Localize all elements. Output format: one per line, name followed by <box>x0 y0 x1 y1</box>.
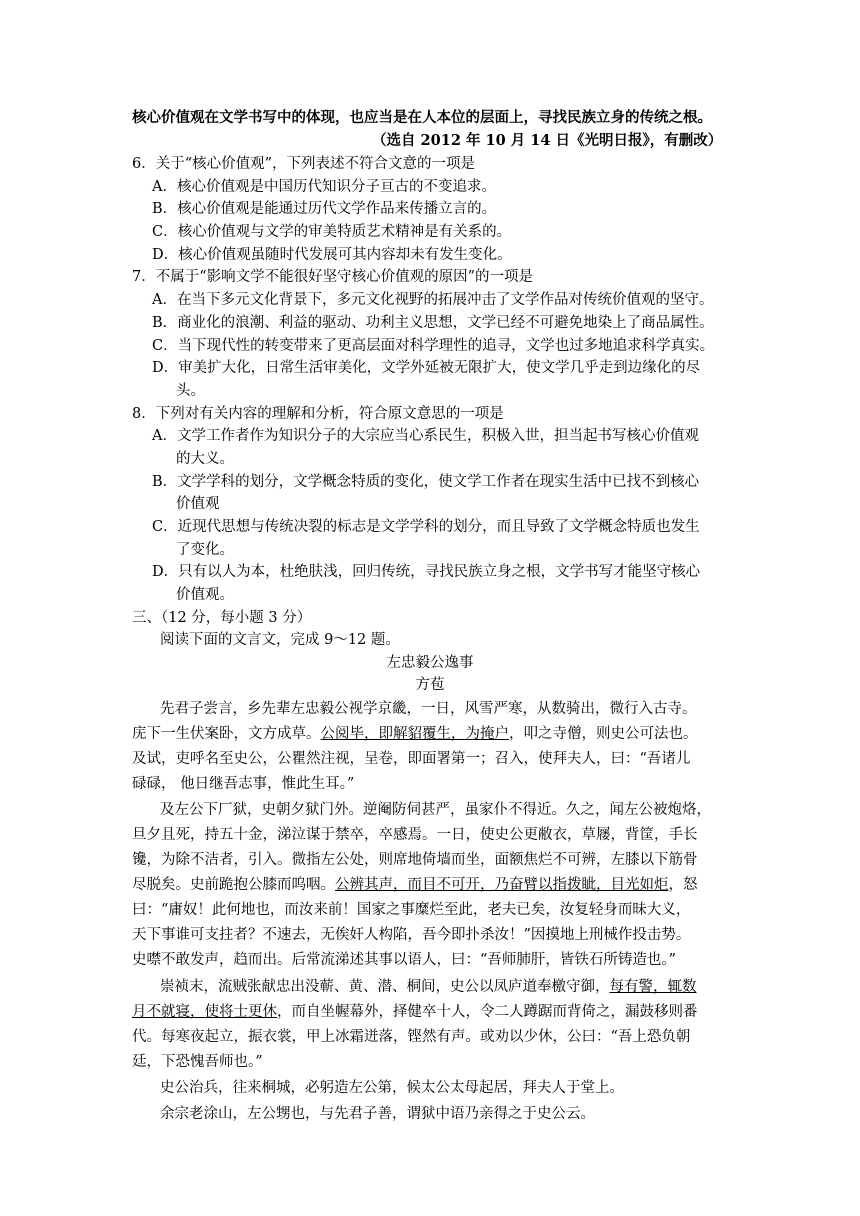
passage-text: 尽脱矣。史前跪抱公膝而呜咽。 <box>132 877 335 893</box>
passage-line: 史公治兵，往来桐城，必躬造左公第，候太公太母起居，拜夫人于堂上。 <box>160 1080 624 1096</box>
question-6-option-d: D．核心价值观虽随时代发展可其内容却未有发生变化。 <box>152 247 512 263</box>
passage-line: 廷，下恐愧吾师也。” <box>132 1054 263 1070</box>
question-6-option-c: C．核心价值观与文学的审美特质艺术精神是有关系的。 <box>152 224 512 240</box>
passage-title: 左忠毅公逸事 <box>386 655 474 671</box>
question-8-option-a-cont: 的大义。 <box>176 451 234 467</box>
passage-line: 旦夕且死，持五十金，涕泣谋于禁卒，卒感焉。一日，使史公更敝衣，草屦，背筐，手长 <box>132 827 698 843</box>
question-7-option-b: B．商业化的浪潮、利益的驱动、功利主义思想，文学已经不可避免地染上了商品属性。 <box>152 315 714 331</box>
passage-author: 方苞 <box>415 677 445 693</box>
question-6-stem: 6．关于“核心价值观”，下列表述不符合文意的一项是 <box>132 156 476 172</box>
section-instruction: 阅读下面的文言文，完成 9～12 题。 <box>160 632 400 648</box>
source-citation: （选自 2012 年 10 月 14 日《光明日报》，有删改） <box>372 132 723 149</box>
question-8-stem: 8．下列对有关内容的理解和分析，符合原文意思的一项是 <box>132 406 504 422</box>
intro-line: 核心价值观在文学书写中的体现，也应当是在人本位的层面上，寻找民族立身的传统之根。 <box>132 109 712 126</box>
passage-line: 史噤不敢发声，趋而出。后常流涕述其事以语人，曰：“吾师肺肝，皆铁石所铸造也。” <box>132 952 677 968</box>
underlined-sentence: 公阅毕，即解貂覆生，为掩户 <box>320 726 509 742</box>
underlined-sentence: 公辨其声，而目不可开，乃奋臂以指拨眦，目光如炬 <box>335 877 669 893</box>
passage-line: 先君子尝言，乡先辈左忠毅公视学京畿，一日，风雪严寒，从数骑出，微行入古寺。 <box>160 701 697 717</box>
question-8-option-c: C．近现代思想与传统决裂的标志是文学学科的划分，而且导致了文学概念特质也发生 <box>152 519 700 535</box>
question-8-option-c-cont: 了变化。 <box>176 542 234 558</box>
passage-line <box>160 977 697 997</box>
passage-line: 天下事谁可支拄者？不速去，无俟奸人构陷，吾今即扑杀汝！”因摸地上刑械作投击势。 <box>132 927 691 943</box>
question-8-option-d: D．只有以人为本，杜绝肤浅，回归传统，寻找民族立身之根，文学书写才能坚守核心 <box>152 564 701 580</box>
passage-text: 庑下一生伏案卧，文方成草。 <box>132 726 321 742</box>
passage-text: ，怒 <box>668 877 698 893</box>
passage-text: ，叩之寺僧，则史公可法也。 <box>509 726 698 742</box>
passage-line: 及左公下厂狱，史朝夕狱门外。逆阉防伺甚严，虽家仆不得近。久之，闻左公被炮烙， <box>160 802 711 818</box>
question-8-option-d-cont: 价值观。 <box>176 587 234 603</box>
passage-line: 余宗老涂山，左公甥也，与先君子善，谓狱中语乃亲得之于史公云。 <box>160 1106 595 1122</box>
passage-line <box>132 724 698 744</box>
passage-line: 碌碌， 他日继吾志事，惟此生耳。” <box>132 776 355 792</box>
question-8-option-a: A．文学工作者作为知识分子的大宗应当心系民生，积极入世，担当起书写核心价值观 <box>152 428 699 444</box>
passage-line <box>132 1002 698 1022</box>
underlined-sentence: 每有警，辄数 <box>609 979 697 995</box>
passage-text: 崇祯末，流贼张献忠出没蕲、黄、潜、桐间，史公以凤庐道奉檄守御， <box>160 979 610 995</box>
passage-line: 镵，为除不洁者，引入。微指左公处，则席地倚墙而坐，面额焦烂不可辨，左膝以下筋骨 <box>132 852 698 868</box>
passage-line: 代。每寒夜起立，振衣裳，甲上冰霜迸落，铿然有声。或劝以少休，公曰：“吾上恐负朝 <box>132 1029 691 1045</box>
passage-line <box>132 875 698 895</box>
question-7-option-a: A．在当下多元文化背景下，多元文化视野的拓展冲击了文学作品对传统价值观的坚守。 <box>152 292 714 308</box>
question-8-option-b-cont: 价值观 <box>176 496 220 512</box>
question-7-option-d-cont: 头。 <box>176 383 205 399</box>
passage-text: ，而自坐幄幕外，择健卒十人，令二人蹲踞而背倚之，漏鼓移则番 <box>277 1004 698 1020</box>
section-heading: 三、（12 分，每小题 3 分） <box>132 610 312 626</box>
passage-line: 及试，吏呼名至史公，公瞿然注视，呈卷，即面署第一；召入，使拜夫人，曰：“吾诸儿 <box>132 751 691 767</box>
passage-line: 曰：“庸奴！此何地也，而汝来前！国家之事糜烂至此，老夫已矣，汝复轻身而昧大义， <box>132 902 691 918</box>
question-8-option-b: B．文学学科的划分，文学概念特质的变化，使文学工作者在现实生活中已找不到核心 <box>152 474 700 490</box>
question-7-option-c: C．当下现代性的转变带来了更高层面对科学理性的追寻，文学也过多地追求科学真实。 <box>152 338 715 354</box>
question-6-option-b: B．核心价值观是能通过历代文学作品来传播立言的。 <box>152 201 497 217</box>
question-6-option-a: A．核心价值观是中国历代知识分子亘古的不变追求。 <box>152 179 496 195</box>
question-7-option-d: D．审美扩大化，日常生活审美化，文学外延被无限扩大，使文学几乎走到边缘化的尽 <box>152 360 701 376</box>
underlined-sentence: 月不就寝，使将士更休 <box>132 1004 277 1020</box>
question-7-stem: 7．不属于“影响文学不能很好坚守核心价值观的原因”的一项是 <box>132 269 534 285</box>
